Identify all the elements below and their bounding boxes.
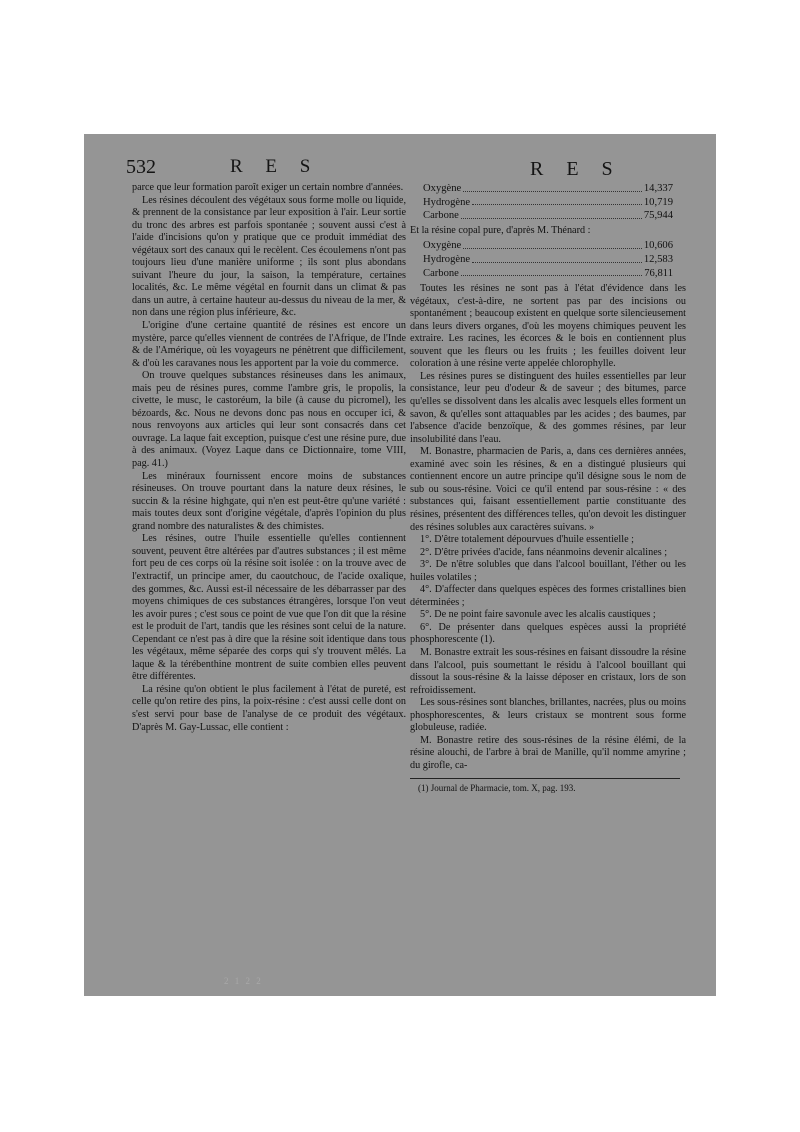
scanned-page bbox=[84, 134, 716, 996]
composition-table-gay-lussac bbox=[423, 182, 673, 223]
element-value: 14,337 bbox=[643, 183, 673, 194]
table-row bbox=[423, 253, 673, 267]
running-head-left: R E S bbox=[230, 156, 320, 177]
footnote-rule bbox=[410, 778, 680, 779]
page-number: 532 bbox=[126, 156, 156, 178]
paragraph: Les sous-résines sont blanches, brillantes, nacrées, plus ou moins phosphorescentes, & leurs cristaux se montrent sous forme globuleuse, radiée. bbox=[410, 697, 686, 734]
left-column bbox=[132, 182, 406, 734]
running-head-right: R E S bbox=[530, 158, 622, 180]
list-item: 3°. De n'être solubles que dans l'alcool bouillant, l'éther ou les huiles volatiles ; bbox=[410, 559, 686, 583]
element-name: Oxygène bbox=[423, 183, 462, 194]
list-item: 2°. D'être privées d'acide, fans néanmoins devenir alcalines ; bbox=[420, 546, 668, 558]
paragraph: Les résines, outre l'huile essentielle qu'elles contiennent souvent, peuvent être altérées par d'autres substances ; il est même fort peu de ces corps où la résine soit isolée : on la trouve avec de l'extractif, un principe amer, du caoutchouc, de l'acide oxalique, des gommes, &c. Aussi est-il nécessaire de les débarrasser par des moyens chimiques de ces substances étrangères, lorsque l'on veut les avoir pures ; c'est sous ce point de vue que l'on dit que la résine est le produit de l'art, tandis que les résines sont celui de la nature. Cependant ce n'est pas à dire que la résine soit identique dans tous les végétaux, même séparée des corps qui s'y trouvent mêlés. La laque & la térébenthine montrent de suite combien elles peuvent être différentes. bbox=[132, 533, 406, 683]
paragraph: parce que leur formation paroît exiger un certain nombre d'années. bbox=[132, 182, 404, 193]
table-row bbox=[423, 267, 673, 281]
paragraph: M. Bonastre retire des sous-résines de la résine élémi, de la résine alouchi, de l'arbre à brai de Manille, qu'il nomme amyrine ; du girofle, ca- bbox=[410, 734, 686, 771]
paragraph: Toutes les résines ne sont pas à l'état d'évidence dans les végétaux, c'est-à-dire, ne sortent pas par des incisions ou spontanément ; beaucoup existent en quelque sorte silencieusement dans leurs divers organes, d'où les moyens chimiques peuvent les extraire. Les racines, les écorces & le bois en contiennent plus souvent que les fleurs ou les fruits ; les feuilles doivent leur coloration à une résine verte appelée chlorophylle. bbox=[410, 283, 686, 370]
paragraph: Les résines découlent des végétaux sous forme molle ou liquide, & prennent de la consistance par leur exposition à l'air. Leur sortie du tronc des arbres est parfois spontanée ; souvent aussi c'est à l'aide d'incisions qu'on y pratique que ce produit immédiat des végétaux sort des canaux qui le recèlent. Ces écoulemens n'ont pas toujours lieu d'une manière uniforme ; ils sont plus abondans suivant l'heure du jour, la saison, la température, certaines localités, &c. Le même végétal en fournit dans un climat & pas dans un autre, à certaine hauteur au-dessus du niveau de la mer, & non dans une région plus inférieure, &c. bbox=[132, 194, 406, 319]
paragraph: Les minéraux fournissent encore moins de substances résineuses. On trouve pourtant dans la nature deux résines, le succin & la résine highgate, qui n'en est peut-être qu'une variété : mais toutes deux sont d'origine végétale, d'après l'opinion du plus grand nombre des naturalistes & des chimistes. bbox=[132, 470, 406, 532]
paragraph: Les résines pures se distinguent des huiles essentielles par leur consistance, leur peu d'odeur & de saveur ; des bitumes, parce qu'elles se dissolvent dans les alcalis avec lesquels elles forment un savon, & qu'elles sont attaquables par les acides ; des baumes, par l'absence d'acide benzoïque, & des gommes résines, par leur insolubilité dans l'eau. bbox=[410, 370, 686, 445]
element-name: Carbone bbox=[423, 267, 459, 279]
footnote: (1) Journal de Pharmacie, tom. X, pag. 193. bbox=[418, 783, 576, 794]
element-name: Hydrogène bbox=[423, 253, 471, 265]
element-value: 75,944 bbox=[643, 210, 673, 222]
paragraph: On trouve quelques substances résineuses dans les animaux, mais peu de résines pures, comme l'ambre gris, le propolis, la civette, le musc, le castoréum, la bile (à cause du picromel), les bézoards, &c. Nous ne devons donc pas nous en occuper ici, & nous renvoyons aux articles qui leur sont consacrés dans cet ouvrage. La laque fait exception, puisque c'est une résine pure, due à des animaux. (Voyez Laque dans ce Dictionnaire, tome VIII, pag. 41.) bbox=[132, 370, 406, 470]
element-value: 10,606 bbox=[643, 240, 673, 252]
list-item: 6°. De présenter dans quelques espèces aussi la propriété phosphorescente (1). bbox=[410, 621, 686, 646]
paragraph: M. Bonastre, pharmacien de Paris, a, dans ces dernières années, examiné avec soin les résines, & en a distingué plusieurs qui contiennent encore un autre principe qu'il désigne sous le nom de sub ou sous-résine. Voici ce qu'il entend par sous-résine : « des substances qui, faisant essentiellement partie constituante des résines, présentent des différences telles, qu'on devoit les distinguer des résines solubles aux caractères suivans. » bbox=[410, 446, 686, 533]
list-item: 1°. D'être totalement dépourvues d'huile essentielle ; bbox=[420, 534, 634, 546]
copal-intro: Et la résine copal pure, d'après M. Thénard : bbox=[410, 224, 591, 236]
composition-table-thenard bbox=[423, 239, 673, 280]
element-value: 12,583 bbox=[643, 253, 673, 265]
right-column bbox=[410, 182, 686, 795]
element-name: Oxygène bbox=[423, 240, 462, 252]
element-value: 10,719 bbox=[643, 196, 673, 208]
element-name: Carbone bbox=[423, 210, 459, 222]
paragraph: M. Bonastre extrait les sous-résines en faisant dissoudre la résine dans l'alcool, puis soumettant le résidu à l'alcool bouillant qui dissout la sous-résine & la laisse déposer en cristaux, lors de son refroidissement. bbox=[410, 646, 686, 696]
list-item: 5°. De ne point faire savonule avec les alcalis caustiques ; bbox=[420, 609, 656, 621]
element-value: 76,811 bbox=[644, 267, 673, 279]
paragraph: La résine qu'on obtient le plus facilement à l'état de pureté, est celle qu'on retire des pins, la poix-résine : c'est aussi celle dont on s'est servi pour base de l'analyse de ce produit des végétaux. D'après M. Gay-Lussac, elle contient : bbox=[132, 683, 406, 733]
table-row bbox=[423, 209, 673, 223]
paragraph: L'origine d'une certaine quantité de résines est encore un mystère, parce qu'elles viennent de contrées de l'Afrique, de l'Inde & de l'Amérique, où les voyageurs ne pénètrent que difficilement, & d'où les caravanes nous les apportent par la voie du commerce. bbox=[132, 320, 406, 369]
table-row bbox=[423, 239, 673, 253]
list-item: 4°. D'affecter dans quelques espèces des formes cristallines bien déterminées ; bbox=[410, 584, 686, 608]
table-row bbox=[423, 182, 673, 196]
table-row bbox=[423, 196, 673, 210]
library-stamp: 2 1 2 2 bbox=[224, 976, 263, 986]
element-name: Hydrogène bbox=[423, 196, 471, 208]
